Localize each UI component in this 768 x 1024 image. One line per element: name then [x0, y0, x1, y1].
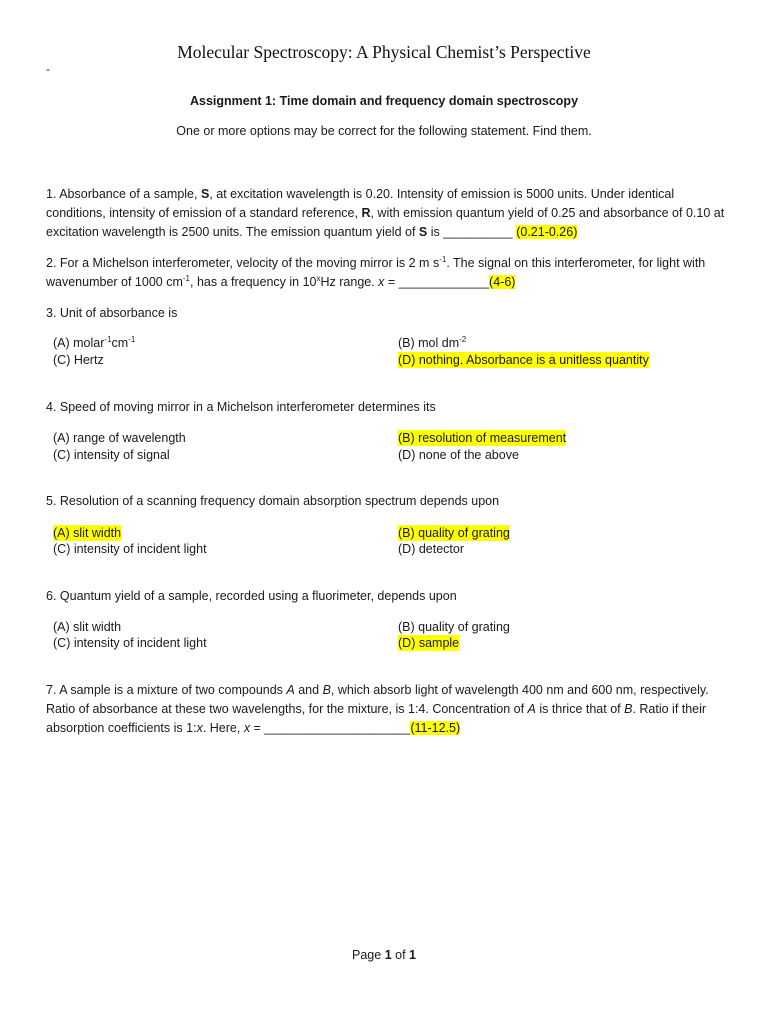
q1-text-2: , at excitation wavelength is 0.20. Intensity of emission is 5000 units. Under identical conditions, intensity of emission of a standard reference, [46, 187, 675, 220]
q2-sup-3: x [316, 273, 321, 283]
q5-option-d: (D) detector [398, 542, 464, 556]
page-footer [0, 948, 768, 962]
q7-var-x-2: x [243, 721, 251, 735]
q2-text-3: , has a frequency in 10 [190, 275, 317, 289]
q3-option-c: (C) Hertz [53, 353, 104, 367]
q1-answer: (0.21-0.26) [516, 225, 578, 239]
assignment-title: Assignment 1: Time domain and frequency domain spectroscopy [189, 94, 579, 108]
header-dash: - [46, 62, 50, 76]
q2-sup-2: -1 [182, 273, 191, 283]
q2-text-5: = _____________ [384, 275, 490, 289]
q3-option-d: (D) nothing. Absorbance is a unitless quantity [398, 353, 649, 367]
q3-option-a-sup-2: -1 [128, 334, 136, 344]
instruction-text: One or more options may be correct for the following statement. Find them. [176, 124, 592, 138]
q7-var-b: B [322, 683, 331, 697]
question-4-stem: 4. Speed of moving mirror in a Michelson interferometer determines its [46, 400, 436, 414]
q7-var-a: A [286, 683, 295, 697]
q4-option-b: (B) resolution of measurement [398, 431, 567, 445]
footer-page-total: 1 [409, 948, 416, 962]
q2-text-2: . The signal on this interferometer, for light with wavenumber of 1000 cm [46, 256, 706, 289]
q7-text-3: , which absorb light of wavelength 400 nm and 600 nm, respectively. Ratio of absorbance at these two wavelengths, for the mixture, is 1:4. Concentration of [46, 683, 709, 716]
q3-option-b-pre: (B) mol dm [398, 336, 460, 350]
q6-option-b: (B) quality of grating [398, 620, 510, 634]
q2-sup-1: -1 [439, 254, 447, 264]
q7-var-a-2: A [527, 702, 536, 716]
q1-text-1: 1. Absorbance of a sample, [46, 187, 201, 201]
q2-answer: (4-6) [489, 275, 516, 289]
q3-option-a-sup-1: -1 [104, 334, 112, 344]
q4-option-d: (D) none of the above [398, 448, 519, 462]
question-6-stem: 6. Quantum yield of a sample, recorded using a fluorimeter, depends upon [46, 589, 457, 603]
q7-text-5: . Ratio if their absorption coefficients is 1: [46, 702, 707, 735]
q1-sample-symbol: S [200, 187, 210, 201]
q5-option-c: (C) intensity of incident light [53, 542, 207, 556]
question-3-stem: 3. Unit of absorbance is [46, 306, 178, 320]
q2-x-variable: x [378, 275, 385, 289]
question-1 [46, 185, 726, 242]
q6-option-c: (C) intensity of incident light [53, 636, 207, 650]
q3-option-b [398, 335, 466, 351]
q3-option-a-pre: (A) molar [53, 336, 105, 350]
q1-reference-symbol: R [361, 206, 371, 220]
q7-answer: (11-12.5) [410, 721, 461, 735]
footer-page-word: Page [352, 948, 385, 962]
q4-option-a: (A) range of wavelength [53, 431, 186, 445]
question-2 [46, 254, 726, 292]
footer-page-number: 1 [384, 948, 392, 962]
q7-var-x: x [196, 721, 203, 735]
footer-of-word: of [391, 948, 410, 962]
q7-text-4: is thrice that of [535, 702, 625, 716]
q7-text-6: . Here, [202, 721, 244, 735]
question-5-stem: 5. Resolution of a scanning frequency domain absorption spectrum depends upon [46, 494, 500, 508]
q3-option-a [53, 335, 135, 351]
q5-option-b: (B) quality of grating [398, 526, 510, 540]
question-7 [46, 681, 726, 738]
course-title: Molecular Spectroscopy: A Physical Chemist’s Perspective [177, 42, 591, 62]
q4-option-c: (C) intensity of signal [53, 448, 170, 462]
q6-option-d: (D) sample [398, 636, 460, 650]
q7-var-b-2: B [624, 702, 633, 716]
q3-option-b-sup: -2 [459, 334, 467, 344]
q7-text-7: = _____________________ [250, 721, 411, 735]
q1-text-3: , with emission quantum yield of 0.25 and absorbance of 0.10 at excitation wavelength is 2500 units. The emission quantum yield of [46, 206, 725, 239]
q3-option-a-mid: cm [111, 336, 129, 350]
q1-text-4: is __________ [427, 225, 517, 239]
q1-sample-symbol-2: S [418, 225, 428, 239]
q7-text-2: and [294, 683, 323, 697]
q2-text-4: Hz range. [320, 275, 379, 289]
q7-text-1: 7. A sample is a mixture of two compounds [46, 683, 287, 697]
q2-text-1: 2. For a Michelson interferometer, velocity of the moving mirror is 2 m s [46, 256, 440, 270]
q5-option-a: (A) slit width [53, 526, 122, 540]
q6-option-a: (A) slit width [53, 620, 122, 634]
